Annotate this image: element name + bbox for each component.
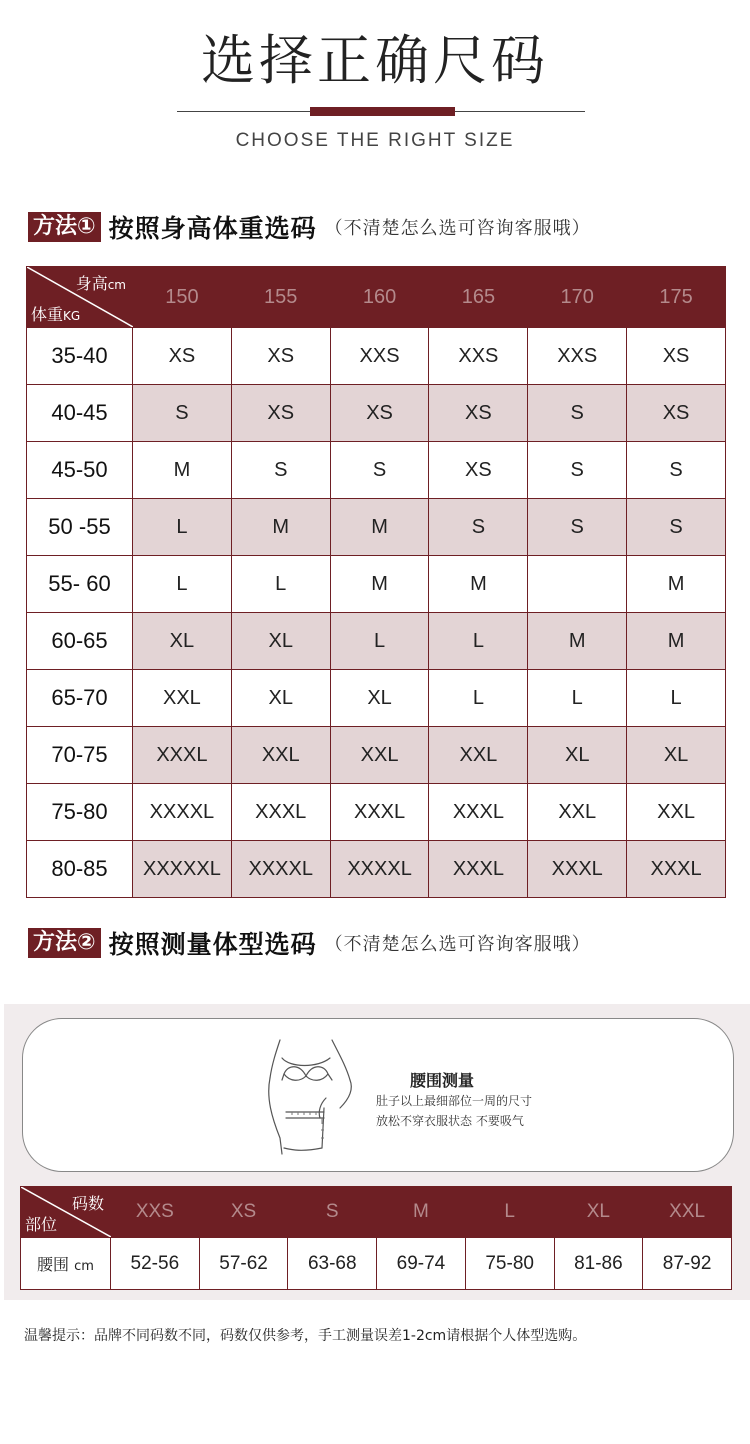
size-cell: XL (231, 670, 330, 727)
method2-heading (28, 926, 591, 960)
weight-cell: 35-40 (27, 328, 133, 385)
table-row (27, 385, 726, 442)
size-cell: L (330, 613, 429, 670)
table-header-row (21, 1187, 732, 1238)
size-cell: XS (133, 328, 232, 385)
table-row (27, 442, 726, 499)
size-cell: L (627, 670, 726, 727)
size-cell: L (429, 613, 528, 670)
waist-value-cell: 52-56 (111, 1238, 200, 1290)
size-cell: XXXL (528, 841, 627, 898)
height-header: 155 (231, 267, 330, 328)
method1-heading (28, 210, 591, 244)
waist-value-cell: 81-86 (554, 1238, 643, 1290)
corner-height-label: 身高cm (75, 274, 126, 293)
size-cell: L (231, 556, 330, 613)
table-row (21, 1238, 732, 1290)
size-cell: M (429, 556, 528, 613)
table-row (27, 613, 726, 670)
size-cell: L (429, 670, 528, 727)
size-cell: XXXL (429, 784, 528, 841)
height-weight-size-table (26, 266, 726, 898)
size-cell: M (528, 613, 627, 670)
size-cell: S (528, 499, 627, 556)
height-header: 150 (133, 267, 232, 328)
weight-cell: 75-80 (27, 784, 133, 841)
size-cell: XL (330, 670, 429, 727)
size-cell: XXL (528, 784, 627, 841)
size-cell: S (429, 499, 528, 556)
size-cell: XL (627, 727, 726, 784)
table-row (27, 499, 726, 556)
weight-cell: 50 -55 (27, 499, 133, 556)
size-cell: XXL (627, 784, 726, 841)
size-header: XS (199, 1187, 288, 1238)
size-cell: S (231, 442, 330, 499)
measure-description-line2: 放松不穿衣服状态 不要吸气 (376, 1114, 524, 1128)
size-cell: XXS (330, 328, 429, 385)
height-header: 165 (429, 267, 528, 328)
size-header: M (377, 1187, 466, 1238)
table-row (27, 784, 726, 841)
size-cell: XXL (133, 670, 232, 727)
waist-value-cell: 87-92 (643, 1238, 732, 1290)
size-header: S (288, 1187, 377, 1238)
size-cell: S (627, 442, 726, 499)
size-cell: M (133, 442, 232, 499)
size-cell: XXL (429, 727, 528, 784)
size-cell: M (627, 613, 726, 670)
size-cell: XXS (528, 328, 627, 385)
method1-title: 按照身高体重选码 (108, 214, 317, 243)
waist-measuring-figure-icon (262, 1038, 362, 1156)
waist-value-cell: 75-80 (465, 1238, 554, 1290)
size-cell: XXXXL (330, 841, 429, 898)
size-cell: S (528, 385, 627, 442)
waist-value-cell: 57-62 (199, 1238, 288, 1290)
method1-note: （不清楚怎么选可咨询客服哦） (324, 218, 591, 239)
page-title: 选择正确尺码 (201, 29, 549, 92)
waist-value-cell: 69-74 (377, 1238, 466, 1290)
method2-tag: 方法② (28, 928, 101, 958)
size-cell: M (330, 499, 429, 556)
page-subtitle: CHOOSE THE RIGHT SIZE (235, 130, 515, 151)
size-cell: XXXL (429, 841, 528, 898)
size-cell: XXXXXL (133, 841, 232, 898)
size-cell: XS (330, 385, 429, 442)
size-cell: XL (231, 613, 330, 670)
size-cell: XS (429, 442, 528, 499)
size-cell: XL (528, 727, 627, 784)
size-cell: XS (627, 385, 726, 442)
method2-note: （不清楚怎么选可咨询客服哦） (324, 934, 591, 955)
weight-cell: 40-45 (27, 385, 133, 442)
size-cell: S (133, 385, 232, 442)
footnote: 温馨提示：品牌不同码数不同，码数仅供参考，手工测量误差1-2cm请根据个人体型选购。 (24, 1328, 587, 1344)
corner-part-label: 部位 (25, 1215, 58, 1234)
size-cell: XS (429, 385, 528, 442)
weight-cell: 60-65 (27, 613, 133, 670)
table-corner-cell (27, 267, 133, 328)
size-cell: L (133, 499, 232, 556)
waist-value-cell: 63-68 (288, 1238, 377, 1290)
weight-cell: 70-75 (27, 727, 133, 784)
size-cell: L (528, 670, 627, 727)
height-header: 170 (528, 267, 627, 328)
size-header: XXL (643, 1187, 732, 1238)
size-cell: XXXXL (133, 784, 232, 841)
size-cell: M (627, 556, 726, 613)
corner-size-label: 码数 (71, 1194, 104, 1213)
table-row (27, 556, 726, 613)
corner-weight-label: 体重KG (31, 305, 81, 324)
table-row (27, 670, 726, 727)
height-header: 175 (627, 267, 726, 328)
size-cell: M (231, 499, 330, 556)
size-cell: XXL (231, 727, 330, 784)
size-cell: XS (231, 328, 330, 385)
size-cell: XXXL (133, 727, 232, 784)
size-cell: S (528, 442, 627, 499)
size-cell: XXXL (627, 841, 726, 898)
measure-description-line1: 肚子以上最细部位一周的尺寸 (376, 1094, 533, 1108)
weight-cell: 45-50 (27, 442, 133, 499)
size-cell: XXXXL (231, 841, 330, 898)
method1-tag: 方法① (28, 212, 101, 242)
size-cell: L (133, 556, 232, 613)
table-row (27, 328, 726, 385)
size-cell: XXXL (330, 784, 429, 841)
size-cell: S (627, 499, 726, 556)
size-cell: XXS (429, 328, 528, 385)
waist-label-cell: 腰围 cm (21, 1238, 111, 1290)
size-cell (528, 556, 627, 613)
method2-title: 按照测量体型选码 (108, 930, 317, 959)
measure-title: 腰围测量 (410, 1071, 475, 1090)
table-header-row (27, 267, 726, 328)
size-cell: XS (627, 328, 726, 385)
size-cell: S (330, 442, 429, 499)
height-header: 160 (330, 267, 429, 328)
size-cell: M (330, 556, 429, 613)
size-header: XL (554, 1187, 643, 1238)
size-cell: XXL (330, 727, 429, 784)
waist-size-table (20, 1186, 732, 1290)
size-header: L (465, 1187, 554, 1238)
size-header: XXS (111, 1187, 200, 1238)
title-accent-bar (310, 107, 455, 116)
table-row (27, 727, 726, 784)
weight-cell: 80-85 (27, 841, 133, 898)
size-cell: XL (133, 613, 232, 670)
size-cell: XXXL (231, 784, 330, 841)
size-cell: XS (231, 385, 330, 442)
table-corner-cell (21, 1187, 111, 1238)
table-row (27, 841, 726, 898)
weight-cell: 55- 60 (27, 556, 133, 613)
weight-cell: 65-70 (27, 670, 133, 727)
